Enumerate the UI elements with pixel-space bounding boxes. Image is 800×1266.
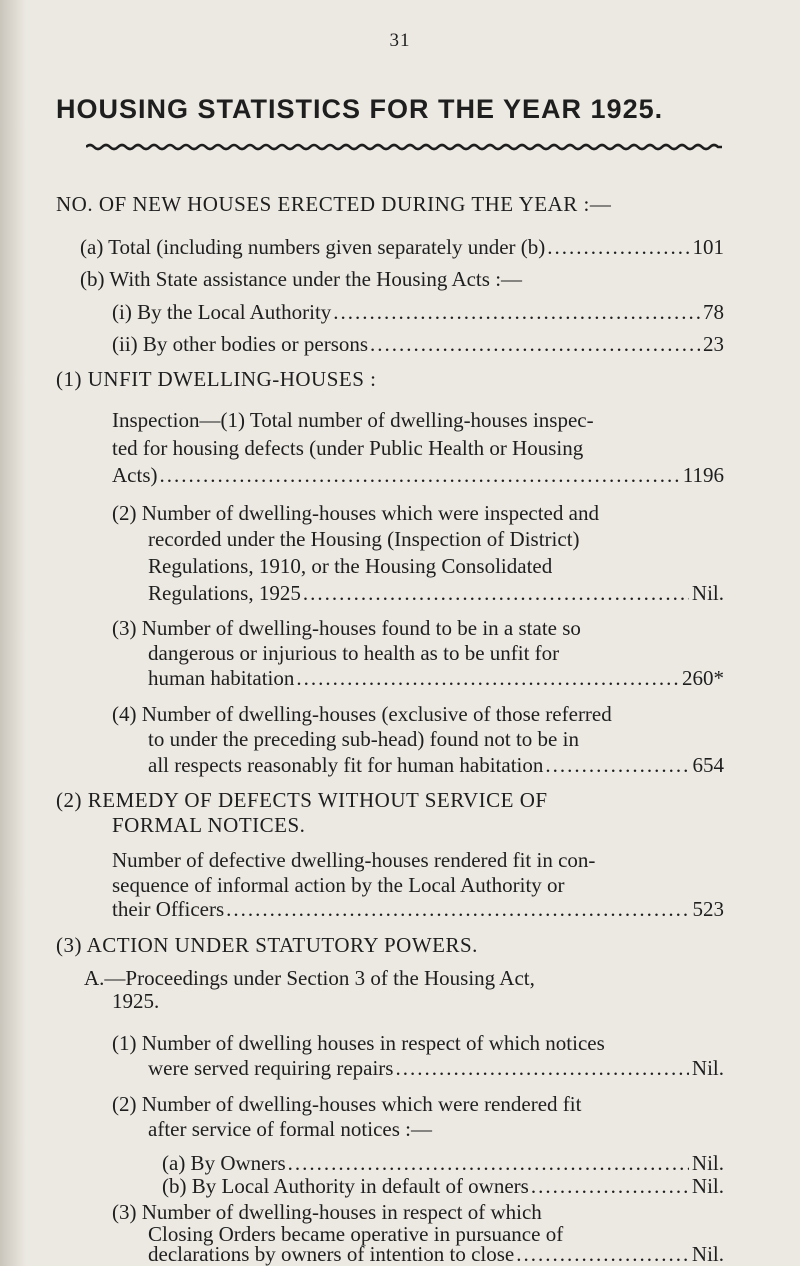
statutory-item3-label: declarations by owners of intention to close (148, 1242, 515, 1266)
statutory-item3-row (148, 1242, 724, 1266)
inspection-text-line: ted for housing defects (under Public Health or Housing (112, 436, 584, 460)
page-title: HOUSING STATISTICS FOR THE YEAR 1925. (56, 94, 664, 124)
new-houses-total-label: (a) Total (including numbers given separately under (b) (80, 235, 546, 259)
local-authority-label: (i) By the Local Authority (112, 300, 332, 324)
dot-leader (514, 1242, 689, 1266)
dot-leader (158, 463, 680, 487)
remedy-label: their Officers (112, 897, 225, 921)
statutory-item1-value: Nil. (691, 1056, 724, 1080)
statutory-item1-line: (1) Number of dwelling houses in respect of which notices (112, 1031, 605, 1055)
statutory-item2-line: (2) Number of dwelling-houses which were rendered fit (112, 1092, 582, 1116)
inspection-text-line: Inspection—(1) Total number of dwelling-houses inspec- (112, 408, 594, 432)
statutory-item1-label: were served requiring repairs (148, 1056, 394, 1080)
remedy-text-line: Number of defective dwelling-houses rendered fit in con- (112, 848, 596, 872)
remedy-row (112, 897, 724, 921)
unfit-item4-row (148, 753, 724, 777)
dot-leader (331, 300, 700, 324)
new-houses-total-value: 101 (692, 235, 724, 259)
remedy-heading: (2) REMEDY OF DEFECTS WITHOUT SERVICE OF (56, 788, 548, 812)
dot-leader (368, 332, 700, 356)
unfit-item3-line: dangerous or injurious to health as to be unfit for (148, 641, 560, 665)
dot-leader (543, 753, 689, 777)
dot-leader (301, 581, 689, 605)
dot-leader (294, 666, 679, 690)
state-assistance-label: (b) With State assistance under the Housing Acts :— (80, 267, 523, 291)
inspection-value: 1196 (682, 463, 724, 487)
in-default-label: (b) By Local Authority in default of owners (162, 1174, 529, 1198)
decorative-wavy-rule (86, 142, 722, 152)
unfit-item3-row (148, 666, 724, 690)
by-owners-row (162, 1151, 724, 1175)
dot-leader (393, 1056, 688, 1080)
unfit-item3-value: 260* (682, 666, 724, 690)
unfit-item3-line: (3) Number of dwelling-houses found to be in a state so (112, 616, 581, 640)
unfit-item4-line: to under the preceding sub-head) found not to be in (148, 727, 579, 751)
statutory-item3-line: Closing Orders became operative in pursuance of (148, 1222, 564, 1246)
unfit-item2-label: Regulations, 1925 (148, 581, 301, 605)
unfit-item2-row (148, 581, 724, 605)
local-authority-value: 78 (703, 300, 724, 324)
dot-leader (545, 235, 689, 259)
statutory-item3-value: Nil. (691, 1242, 724, 1266)
dot-leader (286, 1151, 689, 1175)
unfit-item4-label: all respects reasonably fit for human habitation (148, 753, 544, 777)
unfit-item2-line: recorded under the Housing (Inspection of District) (148, 527, 580, 551)
inspection-label: Acts) (112, 463, 158, 487)
statutory-subheading: A.—Proceedings under Section 3 of the Housing Act, (84, 966, 535, 990)
other-bodies-value: 23 (703, 332, 724, 356)
other-bodies-label: (ii) By other bodies or persons (112, 332, 369, 356)
other-bodies-row (112, 332, 724, 356)
dot-leader (529, 1174, 689, 1198)
unfit-item2-line: (2) Number of dwelling-houses which were inspected and (112, 501, 599, 525)
in-default-value: Nil. (691, 1174, 724, 1198)
unfit-heading: (1) UNFIT DWELLING-HOUSES : (56, 367, 377, 391)
statutory-item3-line: (3) Number of dwelling-houses in respect of which (112, 1200, 542, 1224)
statutory-heading: (3) ACTION UNDER STATUTORY POWERS. (56, 933, 478, 957)
dot-leader (224, 897, 689, 921)
new-houses-heading: NO. OF NEW HOUSES ERECTED DURING THE YEAR :— (56, 192, 612, 216)
remedy-heading-line2: FORMAL NOTICES. (112, 813, 306, 837)
unfit-item2-value: Nil. (691, 581, 724, 605)
unfit-item2-line: Regulations, 1910, or the Housing Consolidated (148, 554, 553, 578)
remedy-text-line: sequence of informal action by the Local Authority or (112, 873, 565, 897)
unfit-item4-line: (4) Number of dwelling-houses (exclusive of those referred (112, 702, 612, 726)
inspection-row (112, 463, 724, 487)
in-default-row (162, 1174, 724, 1198)
local-authority-row (112, 300, 724, 324)
by-owners-label: (a) By Owners (162, 1151, 286, 1175)
statutory-item2-line: after service of formal notices :— (148, 1117, 432, 1141)
new-houses-total-row (80, 235, 724, 259)
unfit-item4-value: 654 (692, 753, 724, 777)
statutory-subheading-line2: 1925. (112, 989, 160, 1013)
remedy-value: 523 (692, 897, 724, 921)
unfit-item3-label: human habitation (148, 666, 295, 690)
page-number: 31 (389, 30, 411, 51)
by-owners-value: Nil. (691, 1151, 724, 1175)
statutory-item1-row (148, 1056, 724, 1080)
